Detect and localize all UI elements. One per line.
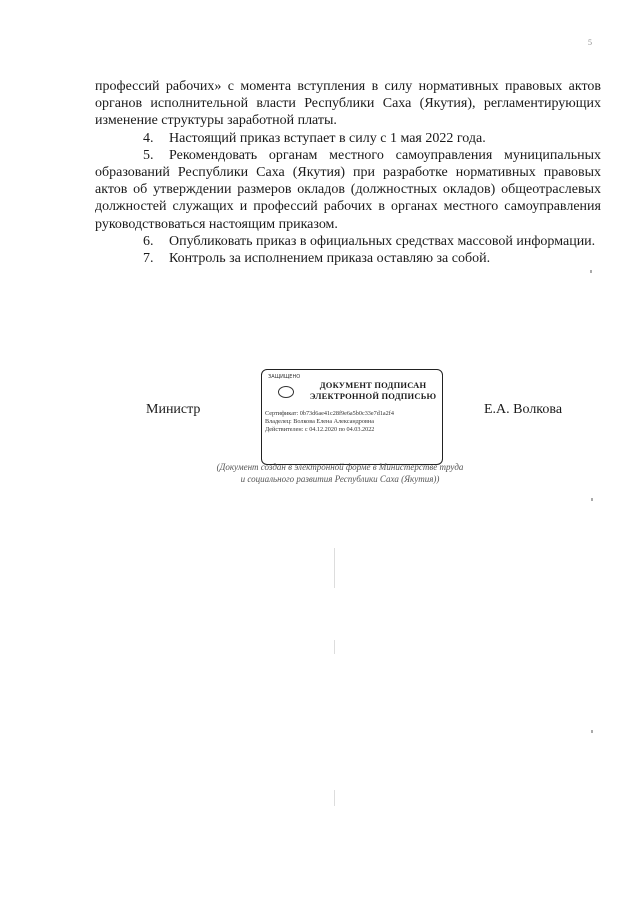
scan-speck [591, 730, 593, 733]
scan-artifact-line [334, 640, 335, 654]
signer-name: Е.А. Волкова [484, 402, 563, 417]
stamp-certificate: Сертификат: 0b73d6ae41c28f9e6a5b0c33e7d1a2f4 [265, 410, 394, 417]
signer-position: Министр [146, 402, 201, 417]
electronic-signature-stamp [261, 369, 443, 465]
paragraph-6 [95, 233, 601, 250]
scan-artifact-line [334, 548, 335, 588]
document-origin-caption: (Документ создан в электронной форме в Министерстве труда и социального развития Республики Саха (Якутия)) [216, 462, 464, 484]
stamp-qr-caption: ЗАЩИЩЕНО [268, 374, 301, 380]
scan-speck [591, 498, 593, 501]
paragraph-4 [95, 130, 601, 147]
stamp-details [265, 410, 441, 435]
stamp-owner: Владелец: Волкова Елена Александровна [265, 418, 374, 426]
paragraph-5-number: 5. [143, 147, 154, 163]
stamp-validity: Действителен: с 04.12.2020 по 04.03.2022 [265, 426, 375, 434]
paragraph-continuation: профессий рабочих» с момента вступления в силу нормативных правовых актов органов исполнительной власти Республики Саха (Якутия), регламентирующих изменение структуры заработной платы. [95, 79, 601, 129]
paragraph-6-text: Опубликовать приказ в официальных средствах массовой информации. [169, 233, 596, 249]
emblem-icon [278, 386, 294, 398]
paragraph-5 [95, 147, 601, 233]
coat-of-arms-icon [268, 374, 304, 404]
scan-speck [590, 270, 592, 273]
paragraph-7-text: Контроль за исполнением приказа оставляю за собой. [169, 251, 491, 267]
stamp-title-line-2: ЭЛЕКТРОННОЙ ПОДПИСЬЮ [309, 391, 437, 401]
document-body [95, 78, 601, 267]
paragraph-5-text: Рекомендовать органам местного самоуправления муниципальных образований Республики Саха (Якутия) при разработке нормативных правовых актов об утверждении размеров окладов (должностных окладов) общеотраслевых должностей служащих и профессий рабочих в органах местного самоуправления руководствоваться настоящим приказом. [95, 147, 601, 232]
paragraph-4-text: Настоящий приказ вступает в силу с 1 мая 2022 года. [169, 130, 486, 146]
paragraph-7 [95, 250, 601, 267]
paragraph-7-number: 7. [143, 251, 154, 267]
scan-artifact-line [334, 790, 335, 806]
paragraph-4-number: 4. [143, 130, 154, 146]
page-number: 5 [588, 38, 592, 47]
paragraph-6-number: 6. [143, 233, 154, 249]
stamp-title [308, 380, 438, 402]
stamp-title-line-1: ДОКУМЕНТ ПОДПИСАН [319, 380, 427, 390]
